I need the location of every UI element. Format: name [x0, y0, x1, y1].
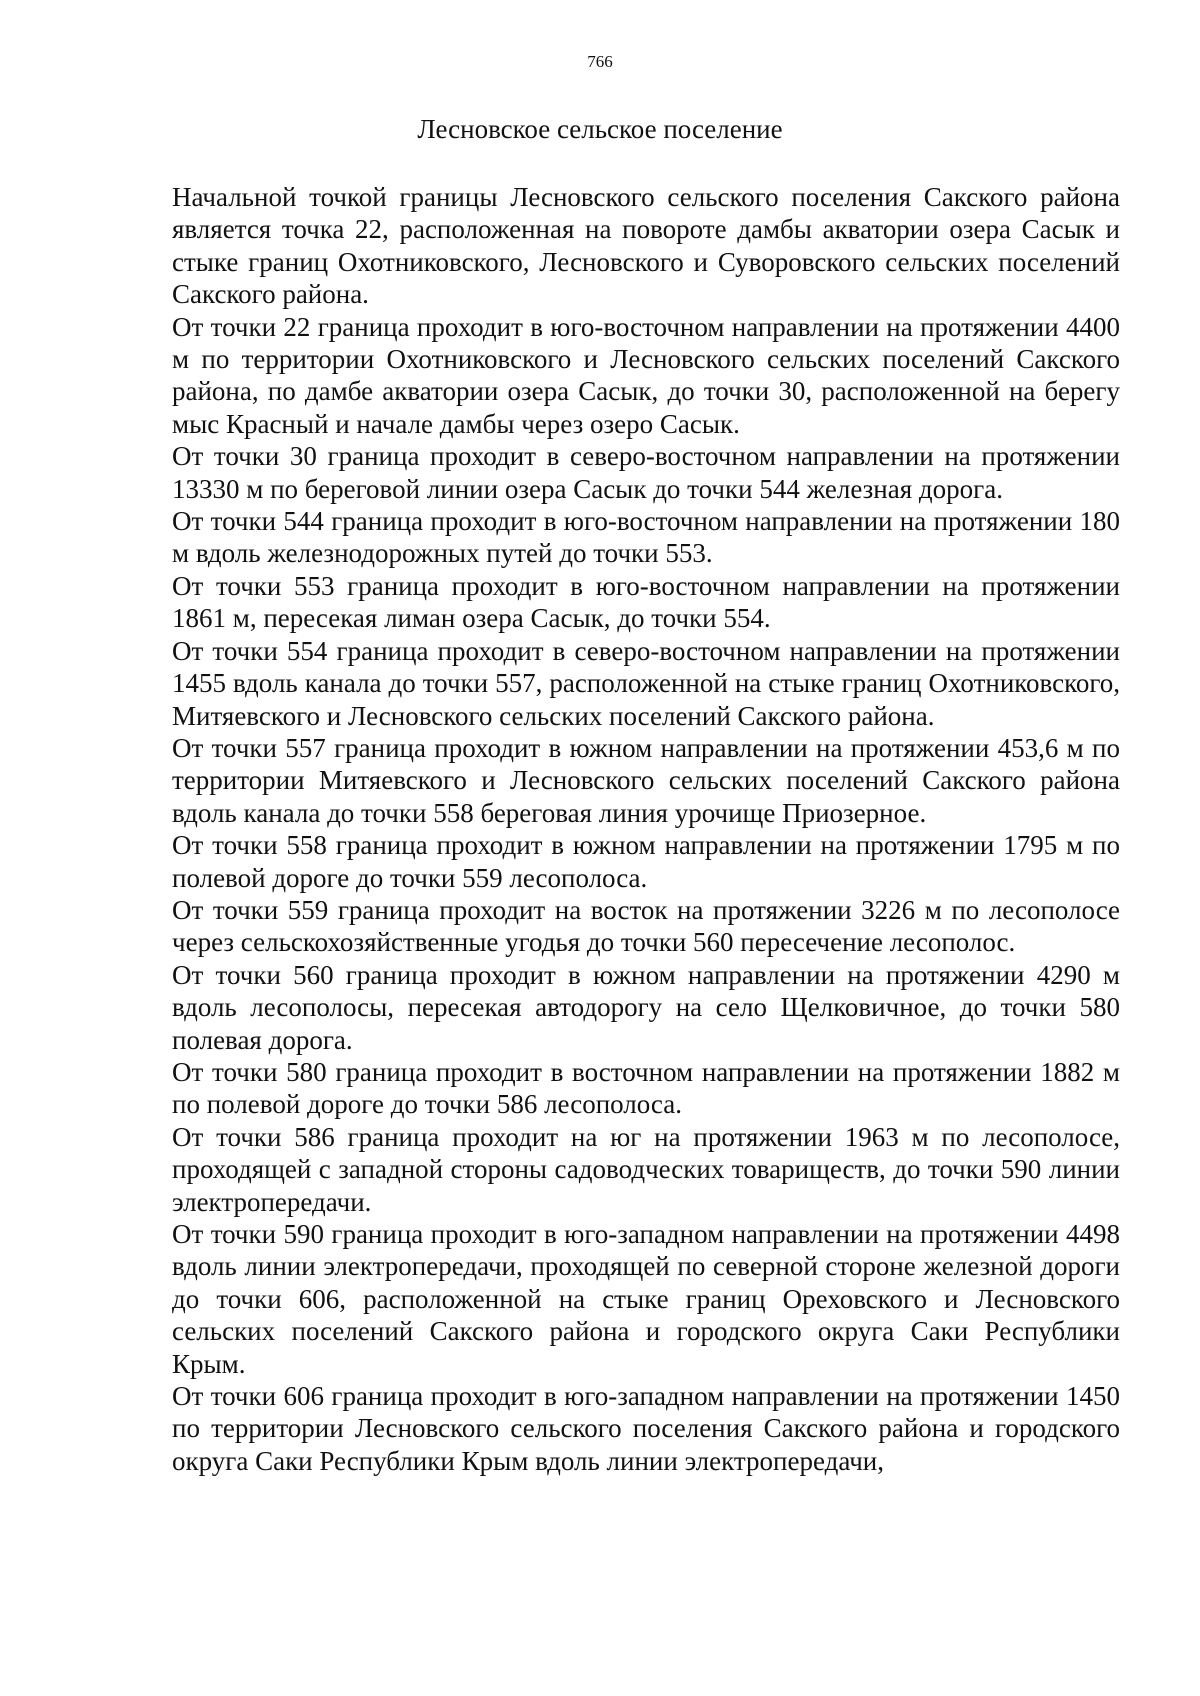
- paragraph: Начальной точкой границы Лесновского сельского поселения Сакского района является точка 22, расположенная на повороте дамбы акватории озера Сасык и стыке границ Охотниковского, Лесновского и Суворовского сельских поселений Сакского района.: [172, 182, 1120, 310]
- paragraph: От точки 580 граница проходит в восточном направлении на протяжении 1882 м по полевой дороге до точки 586 лесополоса.: [172, 1056, 1120, 1120]
- paragraph: От точки 553 граница проходит в юго-восточном направлении на протяжении 1861 м, пересекая лиман озера Сасык, до точки 554.: [172, 570, 1120, 634]
- paragraph: От точки 557 граница проходит в южном направлении на протяжении 453,6 м по территории Митяевского и Лесновского сельских поселений Сакского района вдоль канала до точки 558 береговая линия урочище Приозерное.: [172, 732, 1120, 828]
- paragraph: От точки 559 граница проходит на восток на протяжении 3226 м по лесополосе через сельскохозяйственные угодья до точки 560 пересечение лесополос.: [172, 894, 1120, 958]
- paragraph: От точки 560 граница проходит в южном направлении на протяжении 4290 м вдоль лесополосы, пересекая автодорогу на село Щелковичное, до точки 580 полевая дорога.: [172, 959, 1120, 1055]
- document-body: [172, 181, 1120, 1477]
- paragraph: От точки 554 граница проходит в северо-восточном направлении на протяжении 1455 вдоль канала до точки 557, расположенной на стыке границ Охотниковского, Митяевского и Лесновского сельских поселений Сакского района.: [172, 635, 1120, 731]
- document-title: Лесновское сельское поселение: [417, 114, 783, 144]
- paragraph: От точки 544 граница проходит в юго-восточном направлении на протяжении 180 м вдоль железнодорожных путей до точки 553.: [172, 506, 1120, 569]
- paragraph: От точки 558 граница проходит в южном направлении на протяжении 1795 м по полевой дороге до точки 559 лесополоса.: [172, 830, 1120, 893]
- page-number: 766: [587, 52, 613, 71]
- paragraph: От точки 22 граница проходит в юго-восточном направлении на протяжении 4400 м по территории Охотниковского и Лесновского сельских поселений Сакского района, по дамбе акватории озера Сасык, до точки 30, расположенной на берегу мыс Красный и начале дамбы через озеро Сасык.: [172, 311, 1120, 439]
- paragraph: От точки 586 граница проходит на юг на протяжении 1963 м по лесополосе, проходящей с западной стороны садоводческих товариществ, до точки 590 линии электропередачи.: [172, 1121, 1120, 1217]
- paragraph: От точки 30 граница проходит в северо-восточном направлении на протяжении 13330 м по береговой линии озера Сасык до точки 544 железная дорога.: [172, 441, 1120, 504]
- paragraph: От точки 590 граница проходит в юго-западном направлении на протяжении 4498 вдоль линии электропередачи, проходящей по северной стороне железной дороги до точки 606, расположенной на стыке границ Ореховского и Лесновского сельских поселений Сакского района и городского округа Саки Республики Крым.: [172, 1219, 1120, 1379]
- paragraph: От точки 606 граница проходит в юго-западном направлении на протяжении 1450 по территории Лесновского сельского поселения Сакского района и городского округа Саки Республики Крым вдоль линии электропередачи,: [172, 1381, 1120, 1476]
